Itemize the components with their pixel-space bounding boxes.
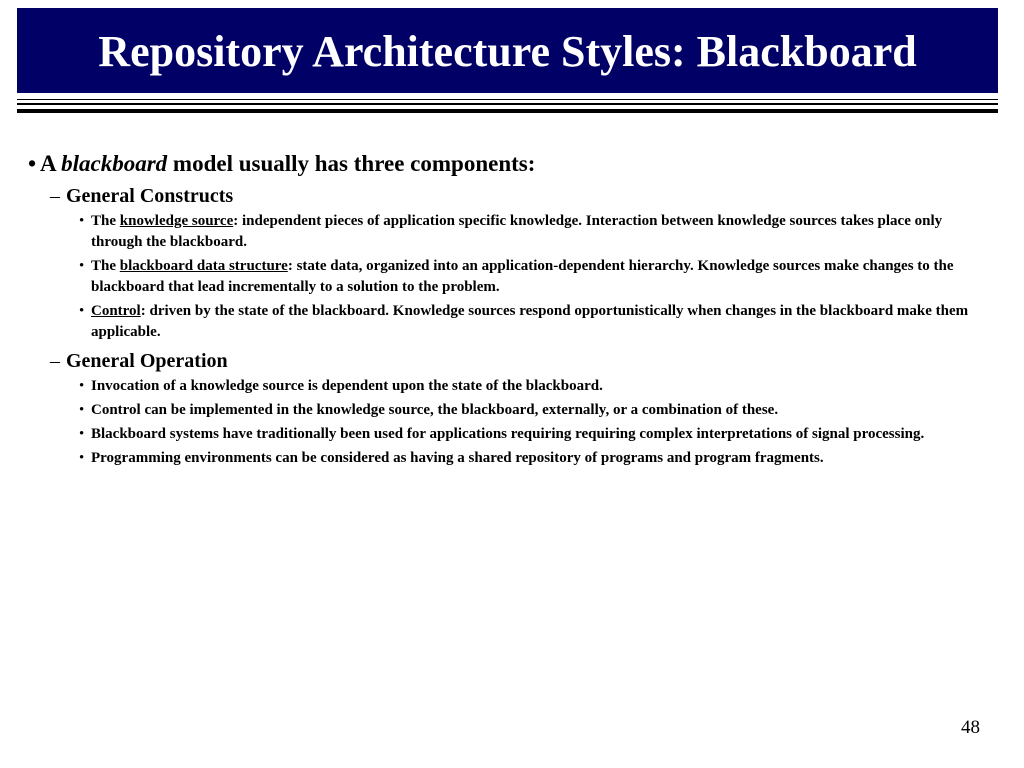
intro-suffix: model usually has three components: (167, 151, 536, 176)
title-bar (17, 8, 998, 93)
list-item (79, 301, 988, 343)
list-item (79, 376, 988, 397)
slide-title: Repository Architecture Styles: Blackboard (98, 26, 917, 76)
slide-content (28, 150, 988, 469)
intro-prefix: A (40, 151, 62, 176)
item-text: : state data, organized into an application-dependent hierarchy. Knowledge sources make changes to the blackboard that lead incrementally to a solution to the problem. (91, 258, 954, 295)
item-text: Invocation of a knowledge source is dependent upon the state of the blackboard. (91, 378, 603, 394)
page-number: 48 (961, 717, 980, 738)
bullet-dot-icon: • (79, 258, 85, 274)
title-rule-thick (17, 109, 998, 113)
dash-icon: – (50, 185, 60, 207)
item-text: Control can be implemented in the knowledge source, the blackboard, externally, or a combination of these. (91, 402, 779, 418)
list-item (79, 211, 988, 253)
bullet-dot-icon: • (79, 450, 85, 466)
section-heading-text: General Constructs (66, 185, 234, 207)
title-rule-medium (17, 103, 998, 105)
title-rule-thin (17, 99, 998, 100)
bullet-dot-icon: • (79, 303, 85, 319)
section-heading (50, 349, 988, 373)
item-text: : driven by the state of the blackboard. Knowledge sources respond opportunistically when changes in the blackboard make them applicable. (91, 303, 969, 340)
list-item (79, 256, 988, 298)
item-term: blackboard data structure (119, 258, 288, 274)
item-term: knowledge source (119, 213, 234, 229)
item-prefix: The (91, 213, 120, 229)
item-text: Programming environments can be considered as having a shared repository of programs and program fragments. (91, 450, 824, 466)
bullet-dot-icon: • (79, 213, 85, 229)
item-term: Control (91, 303, 141, 319)
bullet-dot-icon: • (79, 402, 85, 418)
item-text: : independent pieces of application specific knowledge. Interaction between knowledge sources takes place only through the blackboard. (91, 213, 943, 250)
list-item (79, 424, 988, 445)
bullet-dot-icon: • (28, 151, 37, 176)
section-heading-text: General Operation (66, 350, 228, 372)
list-item (79, 448, 988, 469)
list-item (79, 400, 988, 421)
intro-emphasis: blackboard (61, 151, 168, 176)
item-text: Blackboard systems have traditionally been used for applications requiring requiring complex interpretations of signal processing. (91, 426, 925, 442)
bullet-dot-icon: • (79, 426, 85, 442)
item-prefix: The (91, 258, 120, 274)
dash-icon: – (50, 350, 60, 372)
intro-bullet (28, 150, 988, 178)
bullet-dot-icon: • (79, 378, 85, 394)
section-heading (50, 184, 988, 208)
